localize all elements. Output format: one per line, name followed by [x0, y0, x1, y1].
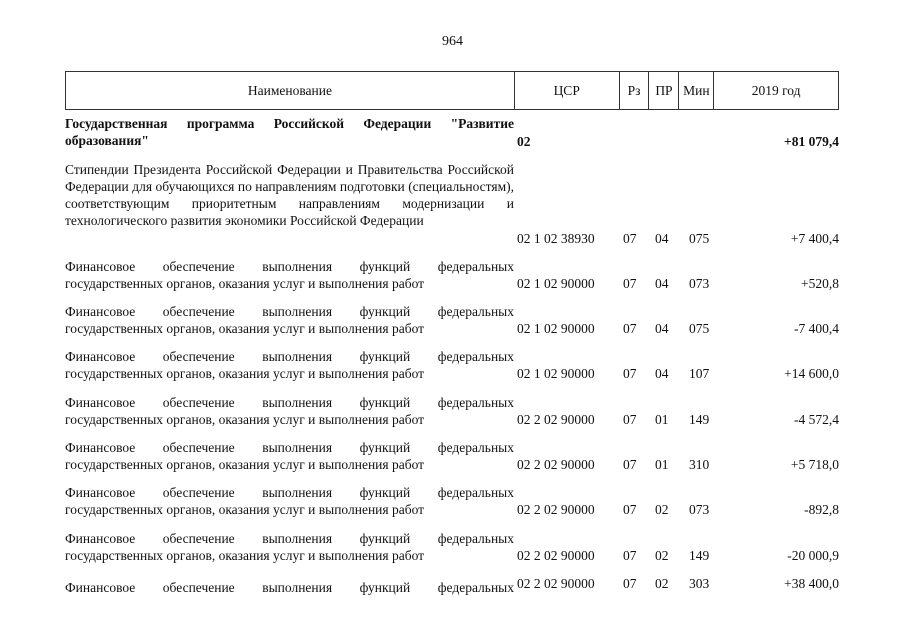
- row-rz: 07: [623, 321, 637, 336]
- row-amount: -20 000,9: [787, 548, 839, 563]
- row-pr: 02: [655, 548, 669, 563]
- row-csr: 02 1 02 90000: [517, 276, 595, 291]
- row-csr: 02 2 02 90000: [517, 576, 595, 591]
- row-min: 073: [689, 502, 710, 517]
- row-csr: 02 1 02 38930: [517, 231, 595, 246]
- row-min: 073: [689, 276, 710, 291]
- table-row: [65, 394, 839, 430]
- page-number: 964: [442, 34, 463, 49]
- row-rz: 07: [623, 366, 637, 381]
- row-name: Финансовое обеспечение выполнения функций федеральных государственных органов, оказания услуг и выполнения работ: [65, 259, 514, 291]
- row-csr: 02 1 02 90000: [517, 366, 595, 381]
- column-header-csr: ЦСР: [514, 72, 619, 109]
- row-name: Финансовое обеспечение выполнения функций федеральных государственных органов, оказания услуг и выполнения работ: [65, 485, 514, 517]
- row-min: 310: [689, 457, 710, 472]
- row-rz: 07: [623, 412, 637, 427]
- row-rz: 07: [623, 548, 637, 563]
- row-pr: 01: [655, 412, 669, 427]
- row-min: 303: [689, 576, 710, 591]
- row-rz: 07: [623, 231, 637, 246]
- table-row: [65, 161, 839, 247]
- row-pr: 04: [655, 321, 669, 336]
- row-pr: 02: [655, 576, 669, 591]
- row-pr: 04: [655, 231, 669, 246]
- column-header-rz: Рз: [619, 72, 649, 109]
- row-amount: -892,8: [804, 502, 839, 517]
- row-pr: 04: [655, 276, 669, 291]
- column-header-year: 2019 год: [713, 72, 838, 109]
- column-header-min: Мин: [678, 72, 713, 109]
- row-csr: 02: [517, 134, 531, 149]
- row-pr: 02: [655, 502, 669, 517]
- table-row: [65, 484, 839, 520]
- row-amount: +38 400,0: [784, 576, 839, 591]
- row-min: 075: [689, 231, 710, 246]
- row-amount: -7 400,4: [794, 321, 839, 336]
- row-name: Финансовое обеспечение выполнения функций федеральных государственных органов, оказания услуг и выполнения работ: [65, 440, 514, 472]
- table-row: [65, 575, 839, 595]
- row-min: 149: [689, 548, 710, 563]
- row-rz: 07: [623, 576, 637, 591]
- row-amount: +7 400,4: [790, 231, 839, 246]
- row-min: 149: [689, 412, 710, 427]
- row-csr: 02 2 02 90000: [517, 548, 595, 563]
- row-csr: 02 2 02 90000: [517, 412, 595, 427]
- row-pr: 04: [655, 366, 669, 381]
- table-row: [65, 439, 839, 475]
- row-pr: 01: [655, 457, 669, 472]
- row-min: 107: [689, 366, 710, 381]
- row-rz: 07: [623, 502, 637, 517]
- row-name: Финансовое обеспечение выполнения функций федеральных государственных органов, оказания услуг и выполнения работ: [65, 304, 514, 336]
- row-csr: 02 1 02 90000: [517, 321, 595, 336]
- row-rz: 07: [623, 457, 637, 472]
- table-row: [65, 530, 839, 566]
- row-csr: 02 2 02 90000: [517, 502, 595, 517]
- table-row: [65, 115, 839, 151]
- row-amount: -4 572,4: [794, 412, 839, 427]
- row-amount: +520,8: [801, 276, 839, 291]
- column-header-pr: ПР: [648, 72, 678, 109]
- row-name: Государственная программа Российской Федерации "Развитие образования": [65, 116, 514, 148]
- row-min: 075: [689, 321, 710, 336]
- row-name: Финансовое обеспечение выполнения функций федеральных: [65, 580, 514, 595]
- table-row: [65, 258, 839, 294]
- row-amount: +5 718,0: [790, 457, 839, 472]
- row-name: Финансовое обеспечение выполнения функций федеральных государственных органов, оказания услуг и выполнения работ: [65, 395, 514, 427]
- row-amount: +81 079,4: [784, 134, 839, 149]
- table-row: [65, 303, 839, 339]
- row-name: Финансовое обеспечение выполнения функций федеральных государственных органов, оказания услуг и выполнения работ: [65, 531, 514, 563]
- table-header: [65, 71, 839, 110]
- row-name: Стипендии Президента Российской Федерации и Правительства Российской Федерации для обучающихся по направлениям подготовки (специальностям), соответствующим приоритетным направлениям модернизации и технологического развития экономики Российской Федерации: [65, 162, 514, 228]
- row-amount: +14 600,0: [784, 366, 839, 381]
- column-header-name: Наименование: [247, 82, 332, 98]
- row-csr: 02 2 02 90000: [517, 457, 595, 472]
- row-name: Финансовое обеспечение выполнения функций федеральных государственных органов, оказания услуг и выполнения работ: [65, 349, 514, 381]
- table-row: [65, 348, 839, 384]
- row-rz: 07: [623, 276, 637, 291]
